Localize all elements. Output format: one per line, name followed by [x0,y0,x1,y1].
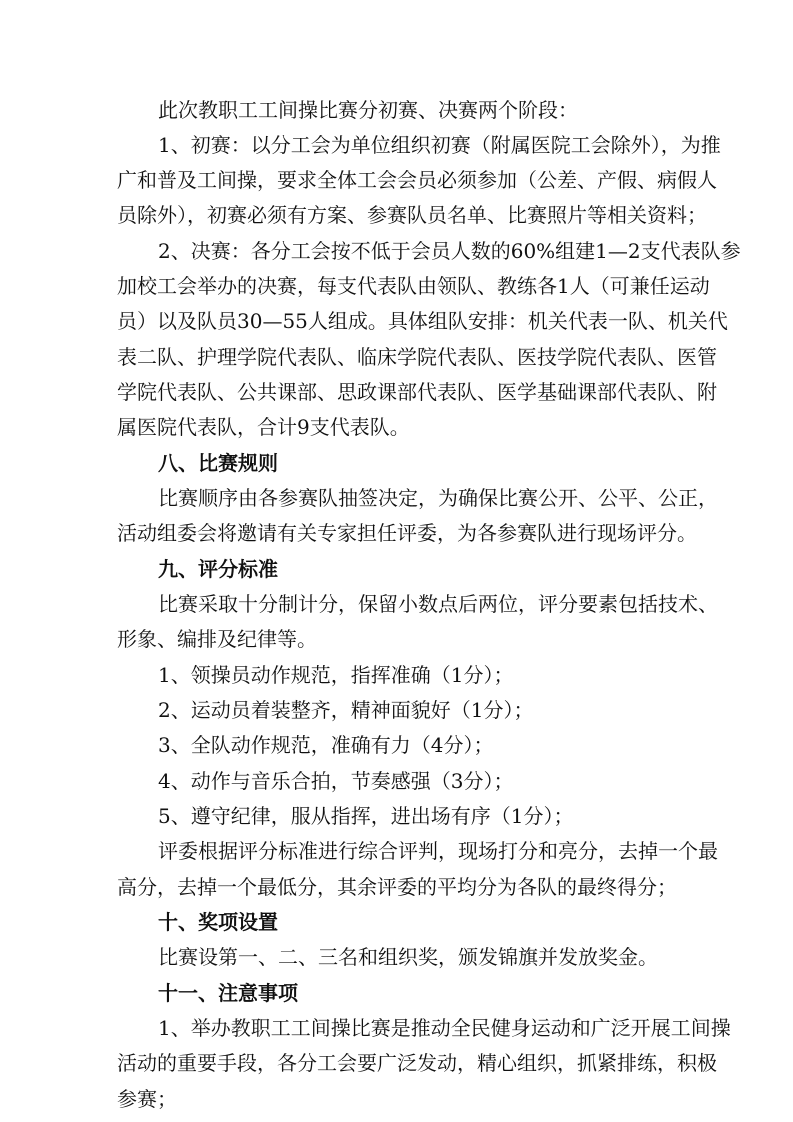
list-item-preliminary: 1、初赛：以分工会为单位组织初赛（附属医院工会除外），为推 [158,133,721,157]
list-item-note-cont: 参赛； [117,1087,177,1111]
list-item-preliminary-cont: 广和普及工间操，要求全体工会会员必须参加（公差、产假、病假人 [117,168,717,192]
section-heading-rules: 八、比赛规则 [158,451,278,475]
list-item-final-cont: 表二队、护理学院代表队、临床学院代表队、医技学院代表队、医管 [117,345,717,369]
paragraph-awards: 比赛设第一、二、三名和组织奖，颁发锦旗并发放奖金。 [158,945,658,969]
list-item-final-cont: 员）以及队员30—55人组成。具体组队安排：机关代表一队、机关代 [117,309,728,333]
list-item-preliminary-cont: 员除外），初赛必须有方案、参赛队员名单、比赛照片等相关资料； [117,203,707,227]
list-item-criterion: 3、全队动作规范，准确有力（4分）； [158,733,494,757]
list-item-note: 1、举办教职工工间操比赛是推动全民健身运动和广泛开展工间操 [158,1016,731,1040]
list-item-final-cont: 学院代表队、公共课部、思政课部代表队、医学基础课部代表队、附 [117,380,717,404]
list-item-final: 2、决赛：各分工会按不低于会员人数的60%组建1—2支代表队参 [158,239,741,263]
list-item-note-cont: 活动的重要手段，各分工会要广泛发动，精心组织，抓紧排练，积极 [117,1051,717,1075]
list-item-criterion: 5、遵守纪律，服从指挥，进出场有序（1分）； [158,804,574,828]
paragraph-scoring-cont: 形象、编排及纪律等。 [117,627,317,651]
list-item-criterion: 2、运动员着装整齐，精神面貌好（1分）； [158,698,534,722]
section-heading-notes: 十一、注意事项 [158,981,298,1005]
paragraph-scoring: 比赛采取十分制计分，保留小数点后两位，评分要素包括技术、 [158,592,718,616]
section-heading-awards: 十、奖项设置 [158,910,278,934]
section-heading-scoring: 九、评分标准 [158,557,278,581]
paragraph-rules-cont: 活动组委会将邀请有关专家担任评委，为各参赛队进行现场评分。 [117,521,697,545]
list-item-final-cont: 加校工会举办的决赛，每支代表队由领队、教练各1人（可兼任运动 [117,274,710,298]
paragraph-judging: 评委根据评分标准进行综合评判，现场打分和亮分，去掉一个最 [158,839,718,863]
list-item-criterion: 1、领操员动作规范，指挥准确（1分）； [158,663,514,687]
list-item-criterion: 4、动作与音乐合拍，节奏感强（3分）； [158,769,514,793]
paragraph-intro: 此次教职工工间操比赛分初赛、决赛两个阶段： [158,98,578,122]
list-item-final-cont: 属医院代表队，合计9支代表队。 [117,415,410,439]
paragraph-rules: 比赛顺序由各参赛队抽签决定，为确保比赛公开、公平、公正， [158,486,718,510]
paragraph-judging-cont: 高分，去掉一个最低分，其余评委的平均分为各队的最终得分； [117,875,677,899]
